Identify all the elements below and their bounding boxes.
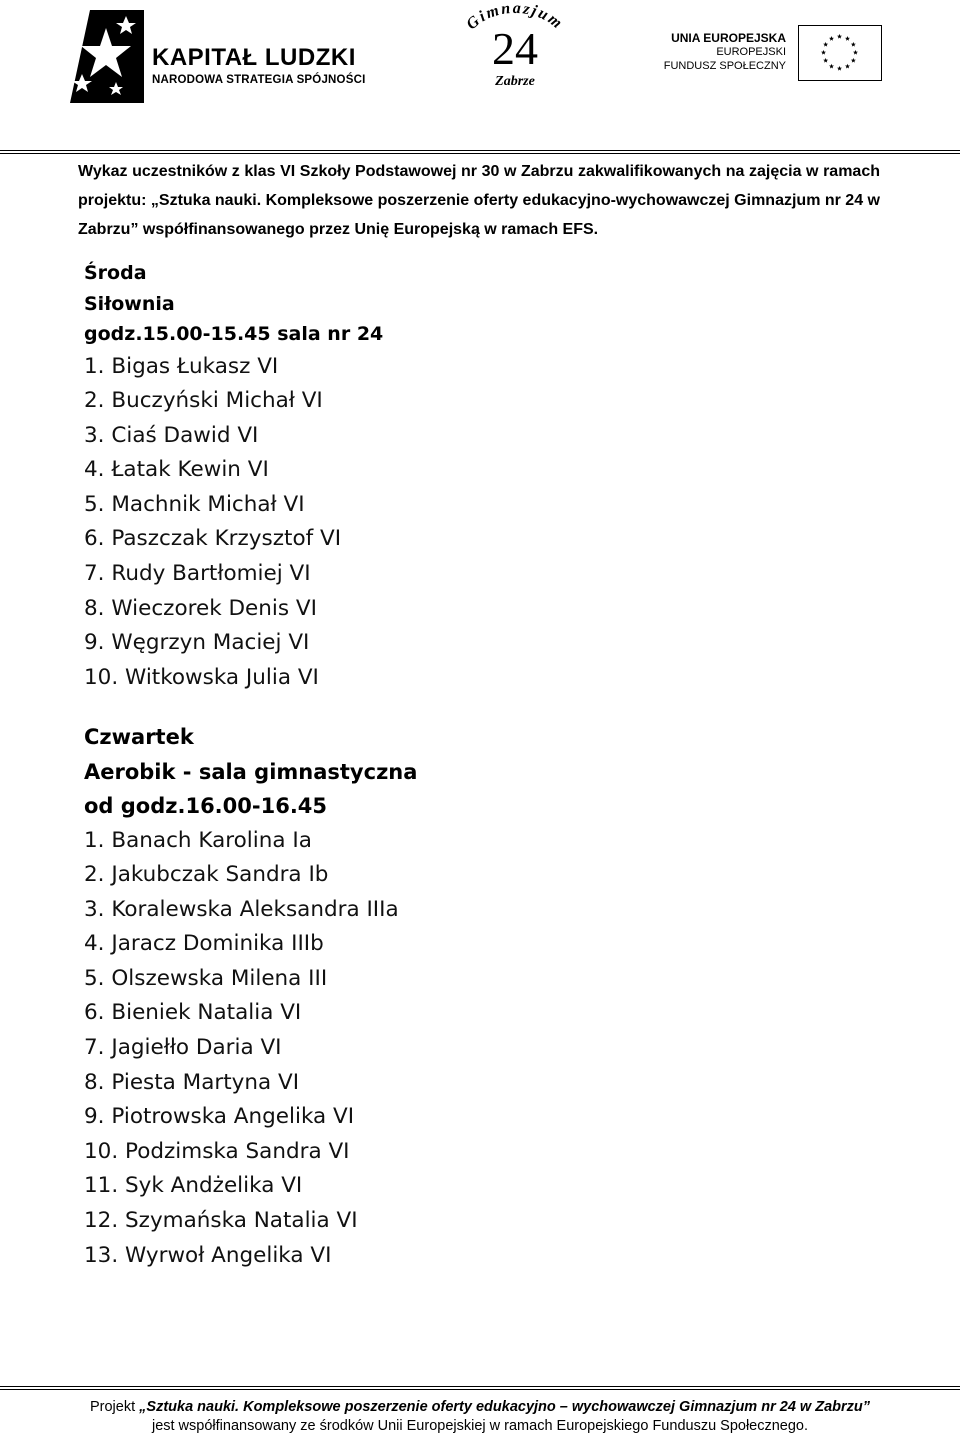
list-item: 7. Jagiełło Daria VI [84, 1035, 282, 1061]
section-time: godz.15.00-15.45 sala nr 24 [84, 323, 384, 345]
eu-fund-label-1: EUROPEJSKI [716, 46, 786, 58]
list-item: 1. Bigas Łukasz VI [84, 353, 279, 379]
section-day: Środa [84, 262, 147, 284]
kapital-ludzki-star-icon [68, 8, 146, 103]
list-item: 5. Machnik Michał VI [84, 491, 305, 517]
section-activity: Siłownia [84, 292, 175, 315]
list-item: 10. Podzimska Sandra VI [84, 1138, 350, 1164]
eu-star-icon [821, 50, 826, 55]
footer-rule-thin [0, 1389, 960, 1390]
eu-star-icon [851, 58, 856, 63]
list-item: 9. Węgrzyn Maciej VI [84, 630, 310, 656]
list-item: 7. Rudy Bartłomiej VI [84, 561, 311, 587]
list-item: 13. Wyrwoł Angelika VI [84, 1242, 332, 1268]
section-wednesday [84, 258, 383, 695]
list-item: 4. Łatak Kewin VI [84, 457, 269, 483]
eu-star-icon [853, 50, 858, 55]
header-rule-thin [0, 153, 960, 154]
list-item: 11. Syk Andżelika VI [84, 1173, 303, 1199]
svg-text:Gimnazjum: Gimnazjum [463, 0, 567, 34]
eu-star-icon [845, 64, 850, 69]
list-item: 3. Koralewska Aleksandra IIIa [84, 896, 399, 922]
header-rule [0, 150, 960, 151]
footer-rule [0, 1386, 960, 1387]
kapital-ludzki-logo [68, 8, 366, 103]
eu-flag-icon [798, 25, 882, 81]
eu-logo [663, 25, 882, 85]
footer-project-line [0, 1398, 960, 1417]
section-day: Czwartek [84, 725, 194, 749]
section-time: od godz.16.00-16.45 [84, 794, 328, 818]
participant-list [84, 350, 383, 696]
list-item: 2. Jakubczak Sandra Ib [84, 862, 329, 888]
kapital-ludzki-subtitle: NARODOWA STRATEGIA SPÓJNOŚCI [152, 74, 366, 86]
eu-star-icon [829, 64, 834, 69]
intro-paragraph: Wykaz uczestników z klas VI Szkoły Podstawowej nr 30 w Zabrzu zakwalifikowanych na zajęcia w ramach projektu: „Sztuka nauki. Kompleksowe poszerzenie oferty edukacyjno-wychowawczej Gimnazjum nr 24 w Zabrzu” współfinansowanego przez Unię Europejską w ramach EFS. [78, 163, 880, 238]
list-item: 5. Olszewska Milena III [84, 965, 328, 991]
page-footer [0, 1398, 960, 1435]
list-item: 10. Witkowska Julia VI [84, 664, 319, 690]
list-item: 3. Ciaś Dawid VI [84, 422, 259, 448]
list-item: 6. Paszczak Krzysztof VI [84, 526, 342, 552]
eu-union-label: UNIA EUROPEJSKA [671, 31, 786, 45]
footer-project-title: „Sztuka nauki. Kompleksowe poszerzenie oferty edukacyjno – wychowawczej Gimnazjum nr 24 w Zabrzu” [139, 1399, 870, 1415]
eu-star-icon [837, 34, 842, 39]
eu-text [664, 31, 786, 73]
list-item: 6. Bieniek Natalia VI [84, 1000, 302, 1026]
list-item: 12. Szymańska Natalia VI [84, 1208, 358, 1234]
list-item: 2. Buczyński Michał VI [84, 388, 323, 414]
eu-star-icon [851, 42, 856, 47]
participant-list [84, 824, 417, 1274]
footer-funding-line: jest współfinansowany ze środków Unii Europejskiej w ramach Europejskiego Funduszu Społecznego. [151, 1417, 809, 1434]
page-header [0, 0, 960, 150]
footer-prefix: Projekt [89, 1399, 140, 1415]
gimnazjum-city: Zabrze [495, 74, 535, 89]
eu-star-icon [837, 66, 842, 71]
section-thursday [84, 720, 417, 1273]
eu-star-icon [829, 36, 834, 41]
eu-fund-label-2: FUNDUSZ SPOŁECZNY [663, 60, 786, 72]
kapital-ludzki-title: KAPITAŁ LUDZKI [152, 44, 356, 71]
gimnazjum-24-logo [455, 0, 575, 100]
eu-star-icon [823, 42, 828, 47]
gimnazjum-number: 24 [492, 23, 538, 74]
list-item: 8. Piesta Martyna VI [84, 1069, 300, 1095]
list-item: 9. Piotrowska Angelika VI [84, 1104, 355, 1130]
list-item: 1. Banach Karolina Ia [84, 827, 312, 853]
section-activity: Aerobik - sala gimnastyczna [84, 759, 418, 784]
eu-star-icon [845, 36, 850, 41]
eu-star-icon [823, 58, 828, 63]
list-item: 4. Jaracz Dominika IIIb [84, 931, 324, 957]
list-item: 8. Wieczorek Denis VI [84, 595, 317, 621]
